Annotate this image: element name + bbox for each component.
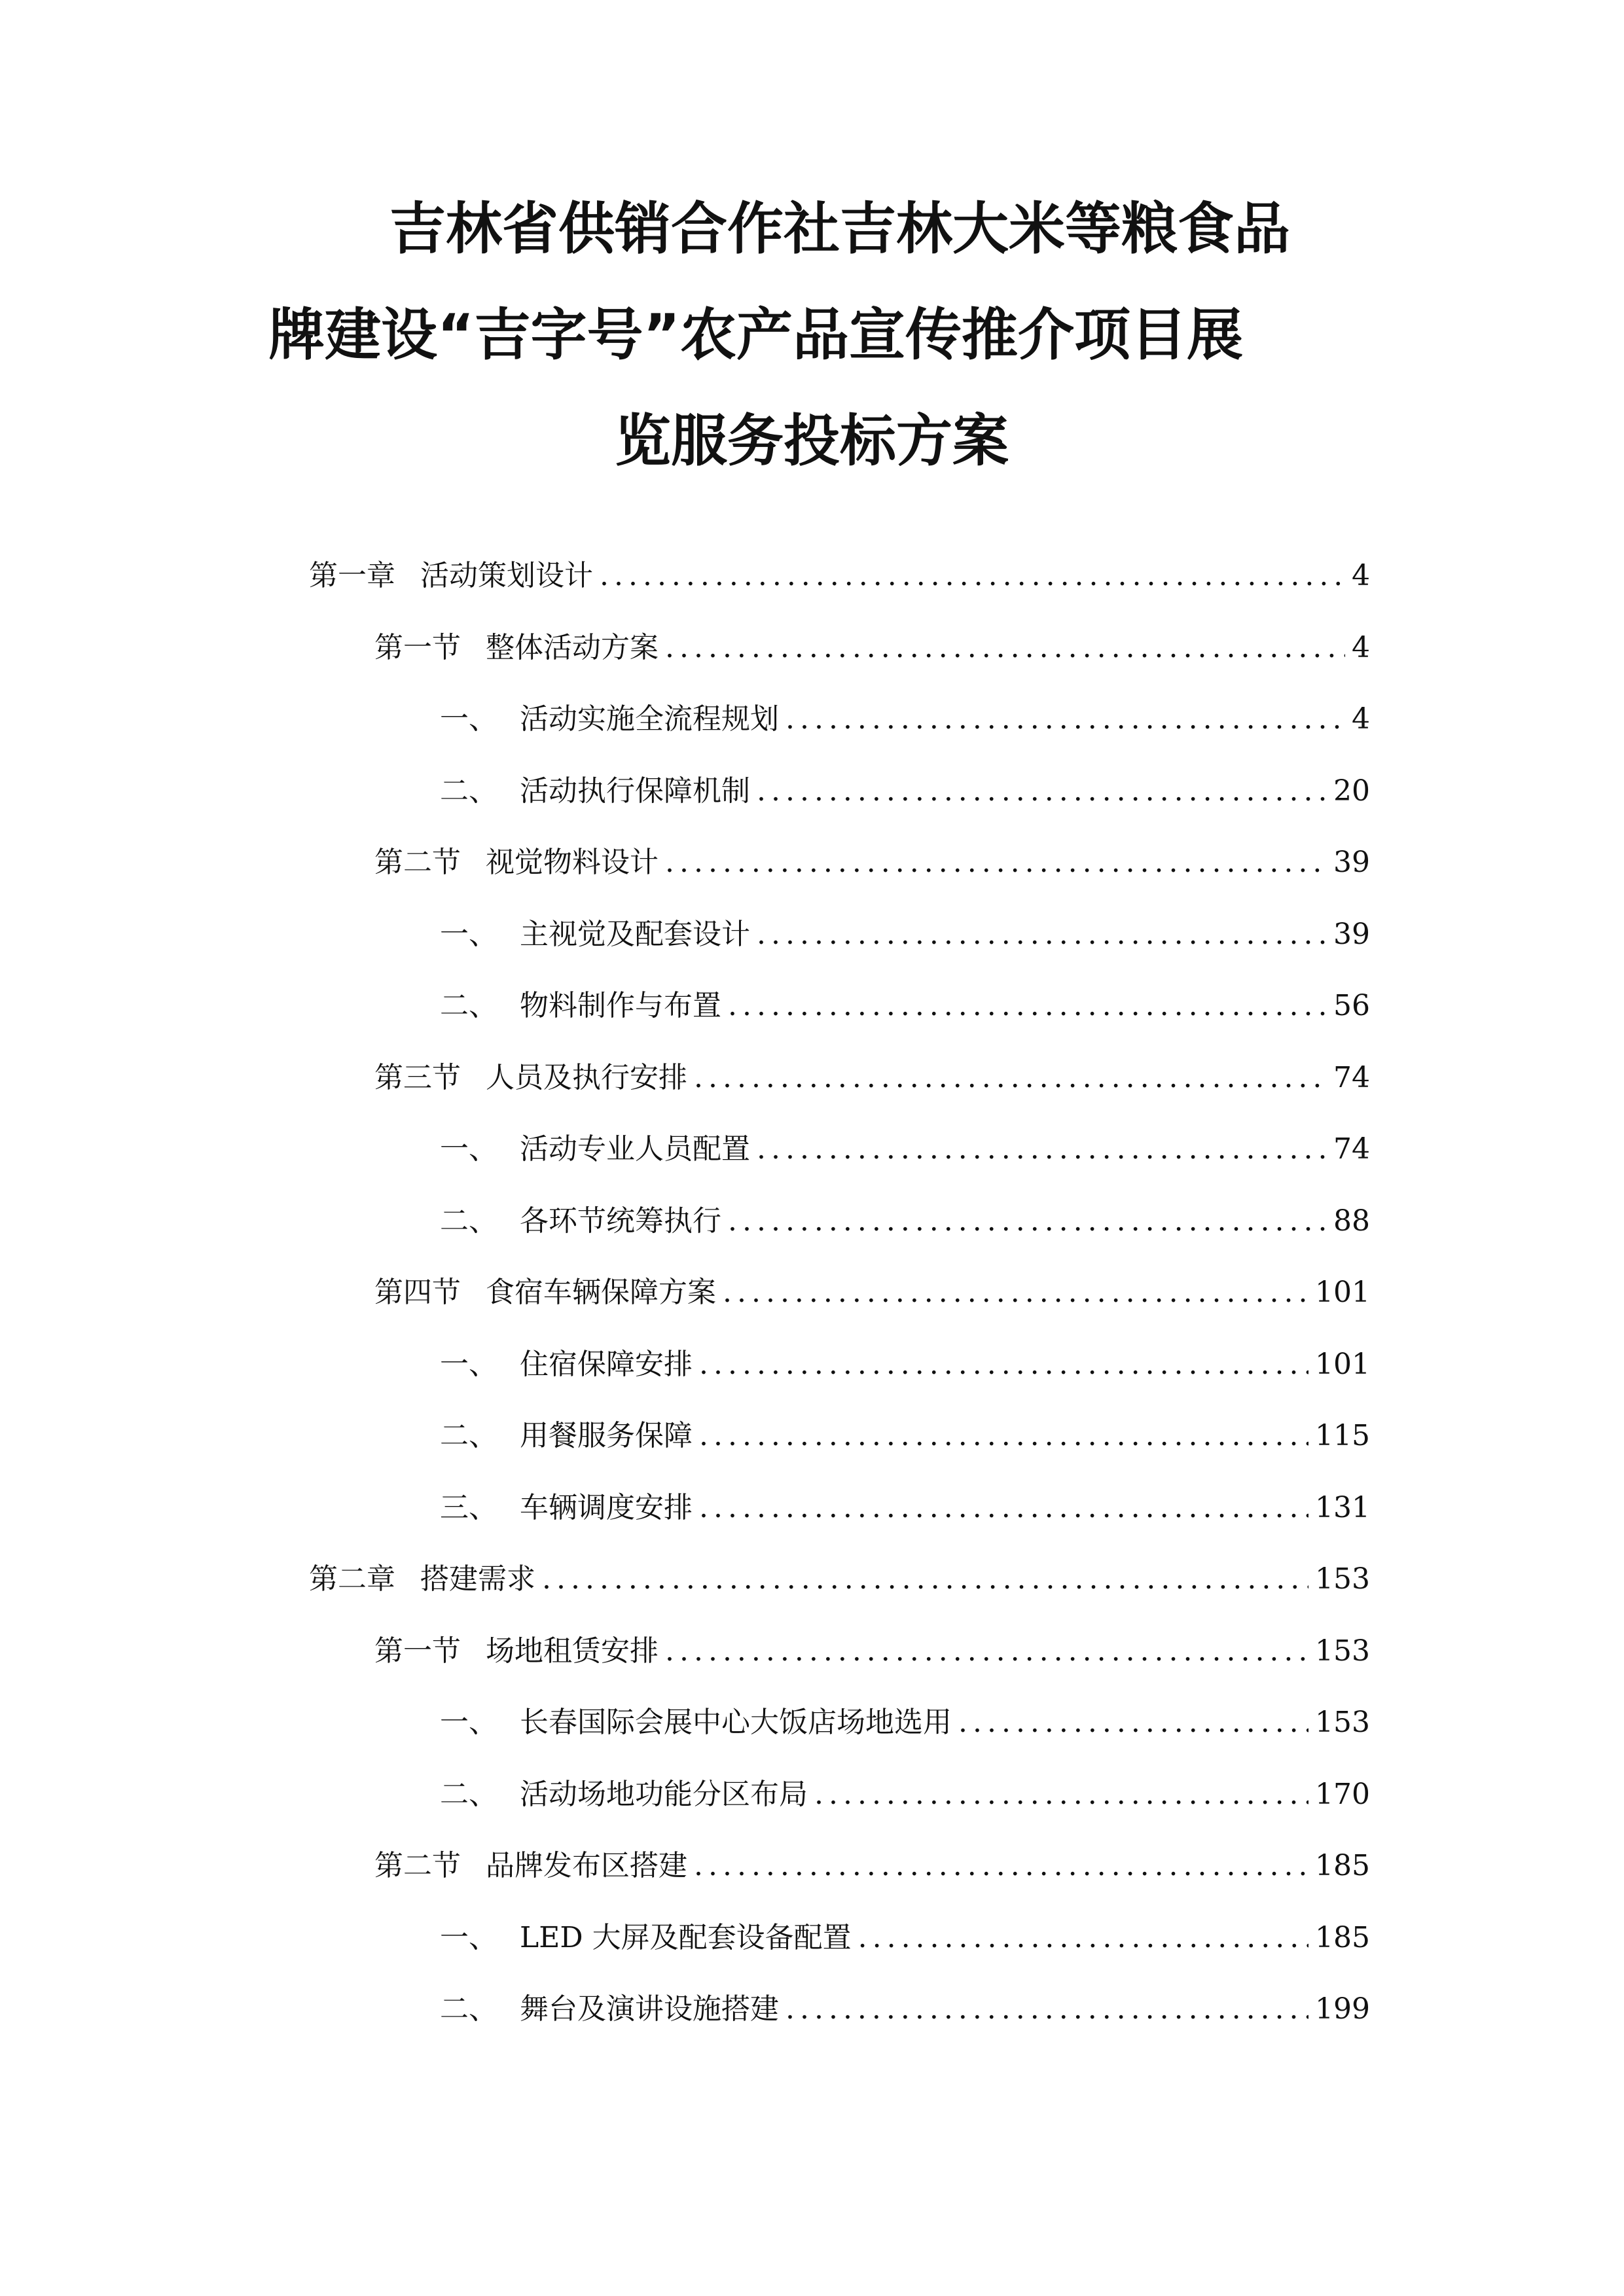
toc-entry-label bbox=[374, 1273, 716, 1312]
toc-entry-title: 活动场地功能分区布局 bbox=[520, 1778, 808, 1811]
toc-entry-label bbox=[374, 843, 659, 882]
toc-entry-title: 各环节统筹执行 bbox=[520, 1204, 721, 1238]
toc-leader-dots bbox=[542, 1560, 1308, 1599]
toc-entry[interactable] bbox=[440, 772, 1370, 811]
toc-entry-number: 二、 bbox=[440, 1992, 497, 2026]
toc-entry-number: 一、 bbox=[440, 1348, 497, 1381]
toc-entry-number: 第一章 bbox=[309, 559, 395, 592]
toc-entry-title: 品牌发布区搭建 bbox=[486, 1849, 687, 1882]
toc-entry-number: 第一节 bbox=[374, 631, 461, 664]
toc-entry-title: 活动执行保障机制 bbox=[520, 774, 750, 808]
toc-page-number: 185 bbox=[1315, 1849, 1370, 1882]
toc-entry-label bbox=[440, 1416, 693, 1456]
toc-page-number: 101 bbox=[1315, 1348, 1370, 1381]
toc-entry-label bbox=[440, 772, 750, 811]
toc-entry-title: 活动实施全流程规划 bbox=[520, 702, 779, 736]
toc-entry-label bbox=[374, 628, 659, 668]
toc-entry[interactable] bbox=[374, 1273, 1370, 1312]
toc-page-number: 39 bbox=[1333, 918, 1370, 951]
toc-entry-number: 第四节 bbox=[374, 1276, 461, 1309]
toc-entry-title: 舞台及演讲设施搭建 bbox=[520, 1992, 779, 2026]
toc-leader-dots bbox=[728, 986, 1327, 1026]
toc-page-number: 4 bbox=[1352, 631, 1370, 664]
toc-leader-dots bbox=[699, 1488, 1308, 1528]
toc-entry-title: 视觉物料设计 bbox=[486, 846, 659, 879]
toc-entry-label bbox=[440, 1202, 721, 1241]
toc-entry-number: 第三节 bbox=[374, 1061, 461, 1094]
toc-page-number: 153 bbox=[1315, 1634, 1370, 1668]
toc-entry-label bbox=[374, 1632, 659, 1671]
toc-entry-title: 物料制作与布置 bbox=[520, 989, 721, 1022]
toc-entry-label bbox=[440, 1918, 852, 1958]
toc-entry-title: 整体活动方案 bbox=[486, 631, 659, 664]
toc-entry-number: 二、 bbox=[440, 1419, 497, 1452]
toc-entry-title: 活动专业人员配置 bbox=[520, 1132, 750, 1166]
toc-entry-number: 第一节 bbox=[374, 1634, 461, 1668]
title-line-2: 牌建设“吉字号”农产品宣传推介项目展 bbox=[268, 302, 1244, 368]
toc-entry-number: 一、 bbox=[440, 702, 497, 736]
toc-page-number: 115 bbox=[1315, 1419, 1370, 1452]
toc-entry-number: 二、 bbox=[440, 989, 497, 1022]
toc-entry-number: 二、 bbox=[440, 1204, 497, 1238]
toc-entry-number: 一、 bbox=[440, 1921, 497, 1954]
toc-leader-dots bbox=[665, 1632, 1308, 1671]
toc-page-number: 74 bbox=[1333, 1132, 1370, 1166]
title-line-1: 吉林省供销合作社吉林大米等粮食品 bbox=[389, 196, 1290, 262]
toc-entry-label bbox=[309, 1560, 535, 1599]
toc-entry[interactable] bbox=[440, 1918, 1370, 1958]
toc-entry-label bbox=[440, 700, 779, 739]
toc-page-number: 153 bbox=[1315, 1706, 1370, 1739]
toc-leader-dots bbox=[665, 843, 1327, 882]
toc-entry-number: 二、 bbox=[440, 1778, 497, 1811]
toc-entry-number: 第二节 bbox=[374, 846, 461, 879]
toc-entry-title: 食宿车辆保障方案 bbox=[486, 1276, 716, 1309]
toc-entry[interactable] bbox=[440, 1775, 1370, 1814]
toc-entry-label bbox=[440, 1775, 808, 1814]
toc-leader-dots bbox=[858, 1918, 1308, 1958]
toc-entry[interactable] bbox=[309, 1560, 1370, 1599]
toc-entry-label bbox=[440, 1345, 693, 1384]
toc-entry-title: LED 大屏及配套设备配置 bbox=[520, 1921, 852, 1954]
toc-leader-dots bbox=[757, 915, 1327, 954]
toc-entry-number: 第二章 bbox=[309, 1562, 395, 1596]
toc-entry[interactable] bbox=[309, 556, 1370, 596]
toc-entry-label bbox=[440, 1488, 693, 1528]
toc-page-number: 101 bbox=[1315, 1276, 1370, 1309]
toc-entry-label bbox=[440, 986, 721, 1026]
toc-entry-number: 二、 bbox=[440, 774, 497, 808]
toc-entry[interactable] bbox=[440, 1990, 1370, 2029]
toc-page-number: 39 bbox=[1333, 846, 1370, 879]
toc-entry[interactable] bbox=[440, 1130, 1370, 1169]
toc-leader-dots bbox=[814, 1775, 1308, 1814]
toc-page-number: 4 bbox=[1352, 702, 1370, 736]
toc-page-number: 153 bbox=[1315, 1562, 1370, 1596]
toc-entry-title: 主视觉及配套设计 bbox=[520, 918, 750, 951]
toc-page-number: 74 bbox=[1333, 1061, 1370, 1094]
toc-entry[interactable] bbox=[440, 1202, 1370, 1241]
toc-entry[interactable] bbox=[440, 1416, 1370, 1456]
toc-entry-title: 住宿保障安排 bbox=[520, 1348, 693, 1381]
toc-entry-label bbox=[374, 1058, 687, 1098]
toc-entry[interactable] bbox=[374, 1058, 1370, 1098]
title-line-3: 览服务投标方案 bbox=[615, 408, 1009, 474]
toc-entry-number: 一、 bbox=[440, 1706, 497, 1739]
toc-leader-dots bbox=[757, 1130, 1327, 1169]
toc-leader-dots bbox=[728, 1202, 1327, 1241]
toc-entry-title: 长春国际会展中心大饭店场地选用 bbox=[520, 1706, 952, 1739]
toc-entry-title: 人员及执行安排 bbox=[486, 1061, 687, 1094]
toc-leader-dots bbox=[699, 1416, 1308, 1456]
toc-leader-dots bbox=[699, 1345, 1308, 1384]
toc-entry-number: 一、 bbox=[440, 1132, 497, 1166]
toc-leader-dots bbox=[694, 1058, 1327, 1098]
toc-entry-number: 三、 bbox=[440, 1491, 497, 1524]
toc-leader-dots bbox=[723, 1273, 1308, 1312]
toc-entry[interactable] bbox=[440, 700, 1370, 739]
toc-entry[interactable] bbox=[440, 986, 1370, 1026]
toc-leader-dots bbox=[600, 556, 1345, 596]
toc-entry-title: 活动策划设计 bbox=[420, 559, 593, 592]
toc-entry-label bbox=[440, 1990, 779, 2029]
toc-entry[interactable] bbox=[374, 1632, 1370, 1671]
toc-page-number: 4 bbox=[1352, 559, 1370, 592]
toc-page-number: 170 bbox=[1315, 1778, 1370, 1811]
toc-entry-label bbox=[374, 1846, 687, 1886]
toc-page-number: 20 bbox=[1333, 774, 1370, 808]
toc-leader-dots bbox=[694, 1846, 1308, 1886]
toc-entry[interactable] bbox=[440, 915, 1370, 954]
toc-leader-dots bbox=[665, 628, 1345, 668]
toc-entry-number: 第二节 bbox=[374, 1849, 461, 1882]
toc-entry-title: 用餐服务保障 bbox=[520, 1419, 693, 1452]
toc-page-number: 199 bbox=[1315, 1992, 1370, 2026]
toc-leader-dots bbox=[958, 1703, 1308, 1742]
toc-entry-number: 一、 bbox=[440, 918, 497, 951]
toc-page-number: 88 bbox=[1333, 1204, 1370, 1238]
toc-entry[interactable] bbox=[374, 843, 1370, 882]
toc-leader-dots bbox=[785, 1990, 1308, 2029]
document-title bbox=[268, 196, 1355, 514]
toc-entry-label bbox=[309, 556, 593, 596]
toc-page-number: 185 bbox=[1315, 1921, 1370, 1954]
toc-entry[interactable] bbox=[440, 1703, 1370, 1742]
toc-entry[interactable] bbox=[440, 1488, 1370, 1528]
toc-page-number: 131 bbox=[1315, 1491, 1370, 1524]
toc-leader-dots bbox=[757, 772, 1327, 811]
toc-page-number: 56 bbox=[1333, 989, 1370, 1022]
toc-entry-label bbox=[440, 915, 750, 954]
toc-entry-title: 场地租赁安排 bbox=[486, 1634, 659, 1668]
toc-entry-title: 搭建需求 bbox=[420, 1562, 535, 1596]
toc-entry-title: 车辆调度安排 bbox=[520, 1491, 693, 1524]
toc-entry[interactable] bbox=[374, 1846, 1370, 1886]
toc-entry[interactable] bbox=[440, 1345, 1370, 1384]
toc-entry-label bbox=[440, 1130, 750, 1169]
toc-entry[interactable] bbox=[374, 628, 1370, 668]
toc-entry-label bbox=[440, 1703, 952, 1742]
toc-leader-dots bbox=[785, 700, 1345, 739]
